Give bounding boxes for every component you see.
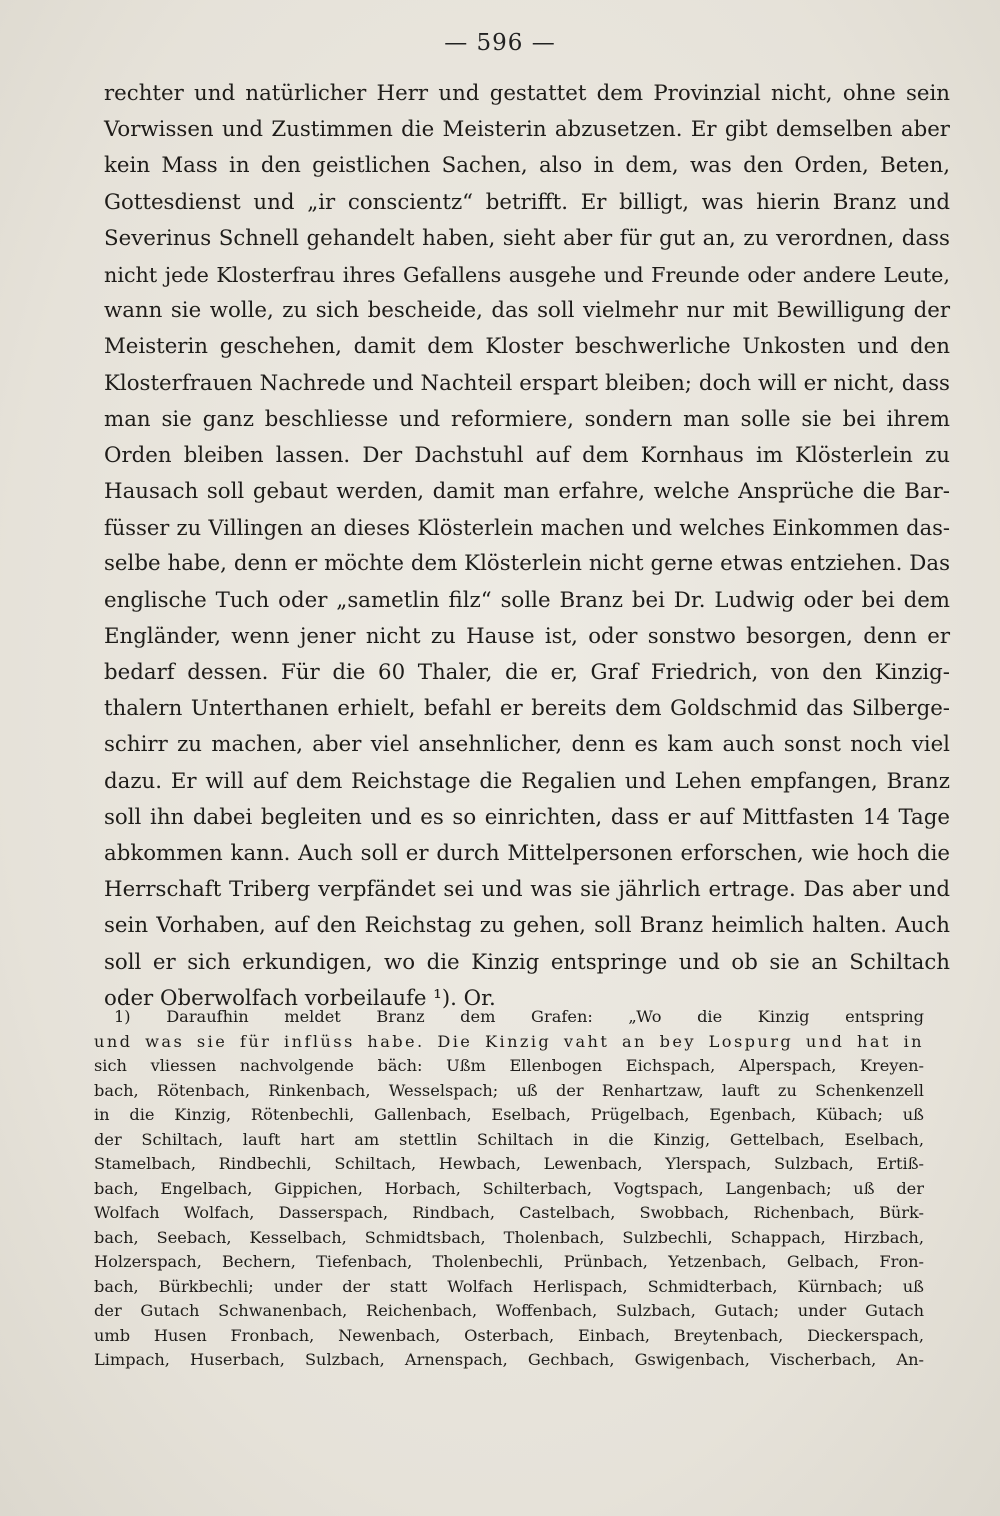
footnote-line: bach, Rötenbach, Rinkenbach, Wesselspach; uß der Renhartzaw, lauft zu Schenkenzell [94, 1080, 924, 1100]
body-line: Meisterin geschehen, damit dem Kloster beschwerliche Unkosten und den [104, 334, 950, 360]
body-line: Gottesdienst und „ir conscientz“ betrifft. Er billigt, was hierin Branz und [104, 189, 950, 215]
body-line: füsser zu Villingen an dieses Klösterlein machen und welches Einkommen das- [104, 516, 950, 541]
footnote-line: Wolfach Wolfach, Dasserspach, Rindbach, Castelbach, Swobbach, Richenbach, Bürk- [94, 1203, 924, 1222]
footnote-section [94, 1005, 924, 1373]
footnote-line: Limpach, Huserbach, Sulzbach, Arnenspach, Gechbach, Gswigenbach, Vischerbach, An- [94, 1350, 924, 1369]
body-line: thalern Unterthanen erhielt, befahl er bereits dem Goldschmid das Silberge- [104, 696, 950, 722]
footnote-line: Holzerspach, Bechern, Tiefenbach, Tholenbechli, Prünbach, Yetzenbach, Gelbach, Fron- [94, 1252, 924, 1271]
body-line: bedarf dessen. Für die 60 Thaler, die er, Graf Friedrich, von den Kinzig- [104, 660, 950, 685]
body-text [104, 76, 950, 1017]
body-line: Hausach soll gebaut werden, damit man erfahre, welche Ansprüche die Bar- [104, 479, 950, 505]
footnote-line: der Gutach Schwanenbach, Reichenbach, Woffenbach, Sulzbach, Gutach; under Gutach [94, 1301, 924, 1320]
body-line: Vorwissen und Zustimmen die Meisterin abzusetzen. Er gibt demselben aber [104, 117, 950, 143]
footnote-line: und was sie für inflüss habe. Die Kinzig vaht an bey Lospurg und hat in [94, 1031, 924, 1051]
footnote-line: 1) Daraufhin meldet Branz dem Grafen: „Wo die Kinzig entspring [114, 1007, 924, 1026]
body-line: soll ihn dabei begleiten und es so einrichten, dass er auf Mittfasten 14 Tage [104, 804, 950, 830]
body-line: soll er sich erkundigen, wo die Kinzig entspringe und ob sie an Schiltach [104, 949, 950, 975]
footnote-line: umb Husen Fronbach, Newenbach, Osterbach, Einbach, Breytenbach, Dieckerspach, [94, 1325, 924, 1345]
body-line: Engländer, wenn jener nicht zu Hause ist, oder sonstwo besorgen, denn er [104, 623, 950, 649]
footnote-line: sich vliessen nachvolgende bäch: Ußm Ellenbogen Eichspach, Alperspach, Kreyen- [94, 1056, 924, 1075]
body-line: abkommen kann. Auch soll er durch Mittelpersonen erforschen, wie hoch die [104, 840, 950, 866]
footnote-line: bach, Seebach, Kesselbach, Schmidtsbach, Tholenbach, Sulzbechli, Schappach, Hirzbach, [94, 1227, 924, 1247]
body-line: kein Mass in den geistlichen Sachen, also in dem, was den Orden, Beten, [104, 153, 950, 179]
body-line: selbe habe, denn er möchte dem Klösterlein nicht gerne etwas entziehen. Das [104, 551, 950, 577]
footnote-line: bach, Engelbach, Gippichen, Horbach, Schilterbach, Vogtspach, Langenbach; uß der [94, 1178, 924, 1198]
page-number: — 596 — [444, 30, 556, 56]
body-line: oder Oberwolfach vorbeilaufe ¹). Or. [104, 985, 496, 1011]
body-line: man sie ganz beschliesse und reformiere, sondern man solle sie bei ihrem [104, 406, 950, 432]
body-line: schirr zu machen, aber viel ansehnlicher, denn es kam auch sonst noch viel [104, 732, 950, 758]
footnote-line: in die Kinzig, Rötenbechli, Gallenbach, Eselbach, Prügelbach, Egenbach, Kübach; uß [94, 1105, 924, 1124]
body-line: englische Tuch oder „sametlin filz“ solle Branz bei Dr. Ludwig oder bei dem [104, 587, 950, 613]
footnote-line: bach, Bürkbechli; under der statt Wolfach Herlispach, Schmidterbach, Kürnbach; uß [94, 1276, 924, 1296]
footnote-line: der Schiltach, lauft hart am stettlin Schiltach in die Kinzig, Gettelbach, Eselbach, [94, 1129, 924, 1149]
body-line: sein Vorhaben, auf den Reichstag zu gehen, soll Branz heimlich halten. Auch [104, 913, 950, 939]
body-line: nicht jede Klosterfrau ihres Gefallens ausgehe und Freunde oder andere Leute, [104, 262, 950, 287]
footnote-line: Stamelbach, Rindbechli, Schiltach, Hewbach, Lewenbach, Ylerspach, Sulzbach, Ertiß- [94, 1154, 924, 1173]
body-line: dazu. Er will auf dem Reichstage die Regalien und Lehen empfangen, Branz [104, 768, 950, 794]
body-line: Severinus Schnell gehandelt haben, sieht aber für gut an, zu verordnen, dass [104, 225, 950, 251]
body-line: Orden bleiben lassen. Der Dachstuhl auf dem Kornhaus im Klösterlein zu [104, 442, 950, 468]
body-line: rechter und natürlicher Herr und gestattet dem Provinzial nicht, ohne sein [104, 81, 950, 106]
body-line: wann sie wolle, zu sich bescheide, das soll vielmehr nur mit Bewilligung der [104, 298, 950, 324]
body-line: Herrschaft Triberg verpfändet sei und was sie jährlich ertrage. Das aber und [104, 877, 950, 903]
body-line: Klosterfrauen Nachrede und Nachteil erspart bleiben; doch will er nicht, dass [104, 370, 950, 396]
